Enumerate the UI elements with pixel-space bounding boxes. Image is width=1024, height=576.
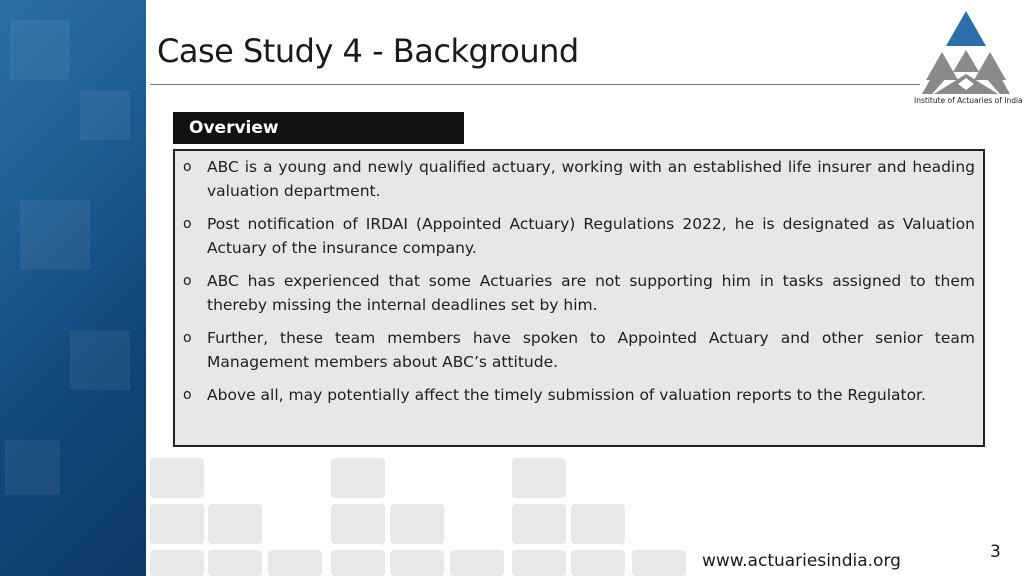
bullet-text: Above all, may potentially affect the timely submission of valuation reports to the Regulator. [207,386,926,404]
bullet-marker: o [183,387,192,403]
bullet-item [183,383,975,407]
bullet-item [183,155,975,203]
left-decorative-band [0,0,146,576]
bullet-marker: o [183,330,192,346]
bullet-marker: o [183,273,192,289]
bullet-item [183,269,975,317]
bullet-marker: o [183,216,192,232]
bullet-marker: o [183,159,192,175]
page-number: 3 [990,542,1001,562]
bullet-text: ABC has experienced that some Actuaries are not supporting him in tasks assigned to them thereby missing the internal deadlines set by him. [207,272,975,314]
logo-caption: Institute of Actuaries of India [914,96,1023,105]
slide-title: Case Study 4 - Background [157,32,579,70]
overview-content-box [173,149,985,447]
bullet-item [183,326,975,374]
actuaries-logo-icon [918,8,1014,108]
bullet-text: Further, these team members have spoken to Appointed Actuary and other senior team Management members about ABC’s attitude. [207,329,975,371]
title-underline [150,84,920,85]
overview-section-label: Overview [173,112,464,144]
bullet-text: ABC is a young and newly qualified actuary, working with an established life insurer and heading valuation department. [207,158,975,200]
bullet-item [183,212,975,260]
footer-website-url: www.actuariesindia.org [702,551,901,571]
bullet-text: Post notification of IRDAI (Appointed Actuary) Regulations 2022, he is designated as Valuation Actuary of the insurance company. [207,215,975,257]
